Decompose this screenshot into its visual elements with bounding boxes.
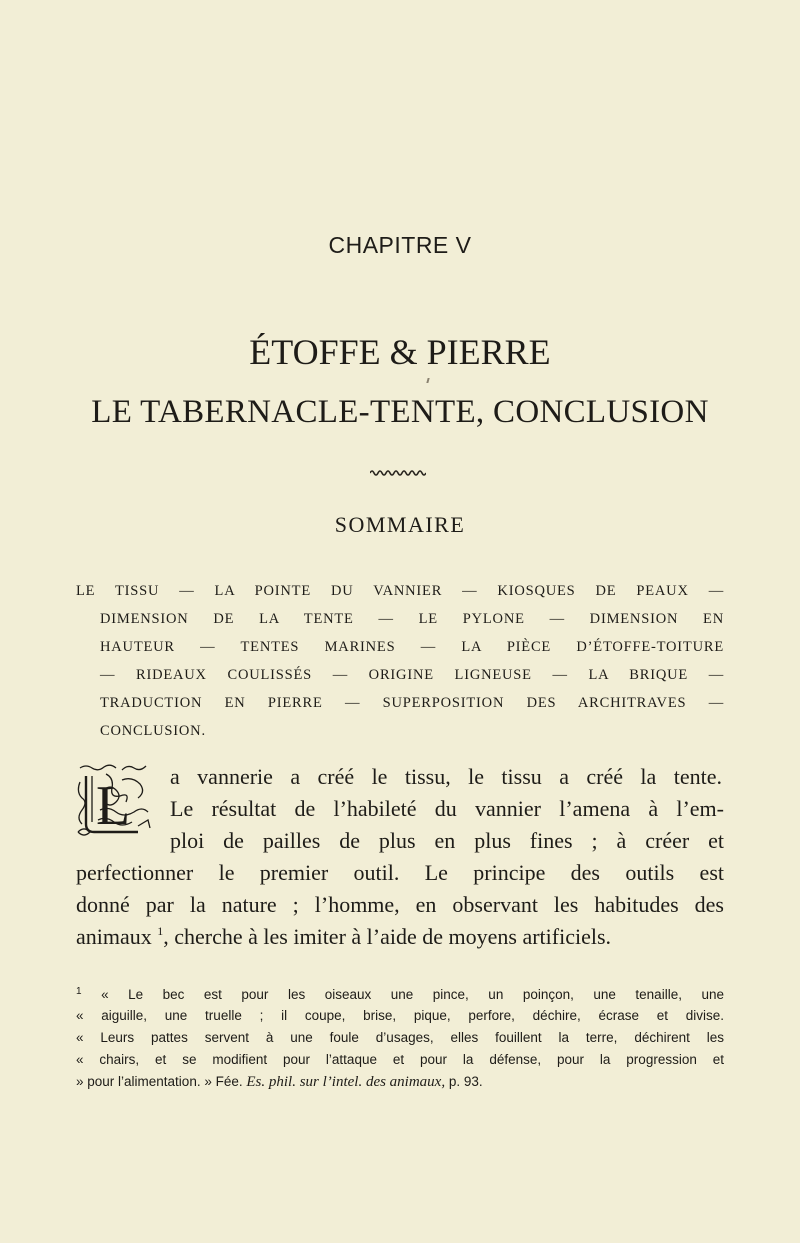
footnote-line <box>76 986 724 1002</box>
body-text: animaux <box>76 924 152 949</box>
footnote-line <box>76 1074 724 1091</box>
summary-line: — RIDEAUX COULISSÉS — ORIGINE LIGNEUSE — LA BRIQUE — <box>100 667 724 683</box>
footnote-number: 1 <box>76 986 82 997</box>
body-line: a vannerie a créé le tissu, le tissu a créé la tente. <box>170 764 722 789</box>
body-line <box>76 924 611 950</box>
summary-heading: SOMMAIRE <box>334 512 466 537</box>
summary-line: CONCLUSION. <box>100 723 206 739</box>
footnote-text: « Le bec est pour les oiseaux une pince, un poinçon, une tenaille, une <box>101 987 724 1002</box>
summary-line: DIMENSION DE LA TENTE — LE PYLONE — DIMENSION EN <box>100 611 724 627</box>
footnote-text: » pour l’alimentation. » Fée. <box>76 1074 247 1089</box>
chapter-title: ÉTOFFE & PIERRE <box>249 332 551 372</box>
ornamental-drop-cap <box>76 762 152 838</box>
summary-line: TRADUCTION EN PIERRE — SUPERPOSITION DES ARCHITRAVES — <box>100 695 724 711</box>
body-line: donné par la nature ; l’homme, en observant les habitudes des <box>76 892 724 917</box>
footnote-citation-title: Es. phil. sur l’intel. des animaux, <box>246 1074 446 1090</box>
drop-cap-letter: L <box>96 775 131 837</box>
summary-line: HAUTEUR — TENTES MARINES — LA PIÈCE D’ÉTOFFE-TOITURE <box>100 639 724 655</box>
chapter-heading: CHAPITRE V <box>328 232 472 258</box>
wavy-rule-ornament <box>370 469 426 477</box>
footnote-line: « chairs, et se modifient pour l’attaque et pour la défense, pour la progression et <box>76 1052 724 1067</box>
body-line: perfectionner le premier outil. Le principe des outils est <box>76 860 724 885</box>
summary-line: LE TISSU — LA POINTE DU VANNIER — KIOSQUES DE PEAUX — <box>76 583 724 599</box>
footnote-text: p. 93. <box>445 1074 483 1089</box>
body-text: , cherche à les imiter à l’aide de moyens artificiels. <box>163 924 612 949</box>
body-line: Le résultat de l’habileté du vannier l’amena à l’em- <box>170 796 724 821</box>
chapter-subtitle: LE TABERNACLE-TENTE, CONCLUSION <box>91 394 709 430</box>
footnote-reference: 1 <box>157 924 164 938</box>
footnote-line: « Leurs pattes servent à une foule d’usages, elles fouillent la terre, déchirent les <box>76 1030 724 1045</box>
footnote-line: « aiguille, une truelle ; il coupe, brise, pique, perfore, déchire, écrase et divise. <box>76 1008 724 1023</box>
print-speck <box>426 378 429 383</box>
body-line: ploi de pailles de plus en plus fines ; à créer et <box>170 828 724 853</box>
chapter-summary <box>76 577 724 745</box>
